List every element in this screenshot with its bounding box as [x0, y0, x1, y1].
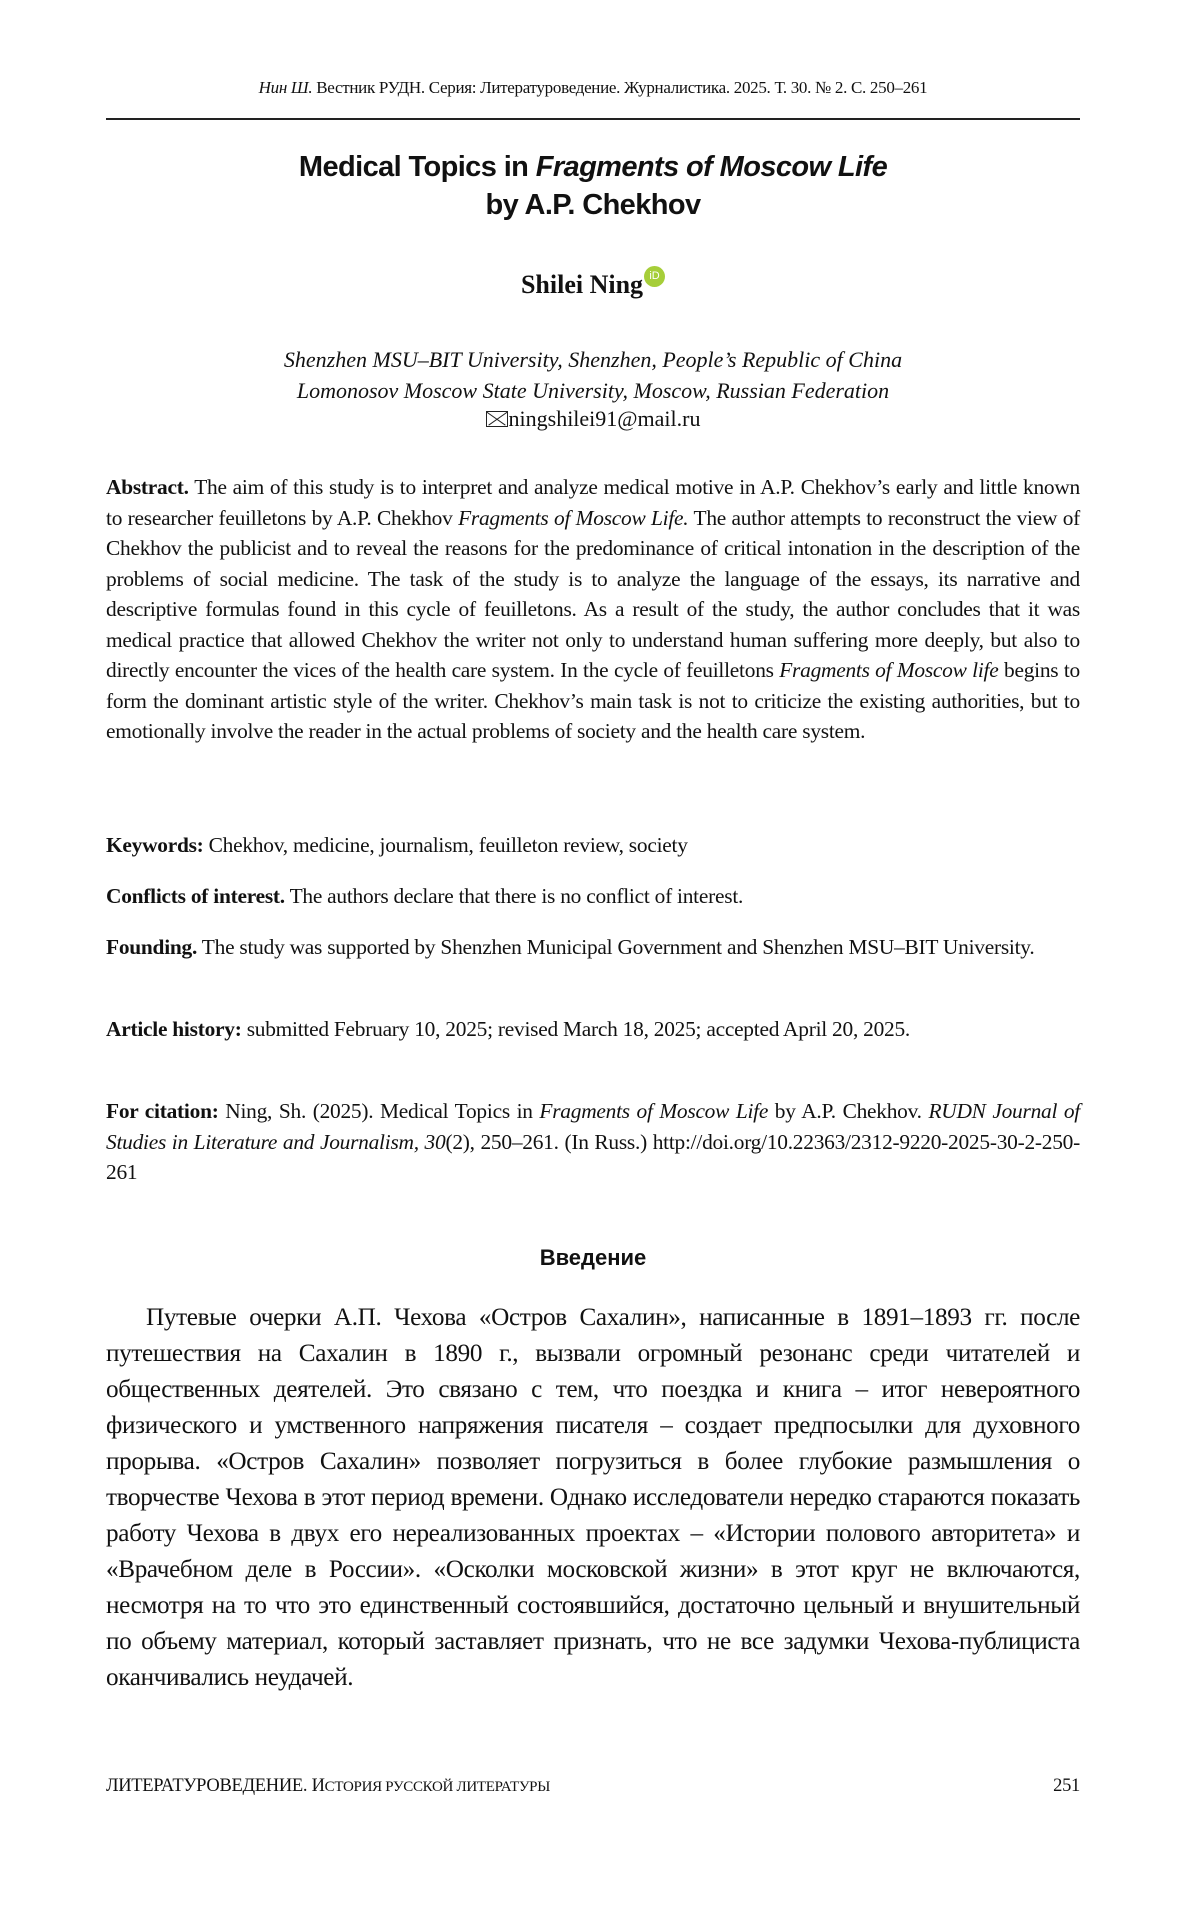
author-name: Shilei Ning: [521, 270, 643, 299]
abstract: [106, 472, 1080, 747]
running-header-journal: Вестник РУДН. Серия: Литературоведение. Журналистика. 2025. Т. 30. № 2. С. 250–261: [312, 78, 927, 97]
abstract-text: The aim of this study is to interpret and analyze medical motive in A.P. Chekhov’s early and little known to researcher feuilletons by A.P. Chekhov: [106, 475, 1080, 530]
affiliation: Shenzhen MSU–BIT University, Shenzhen, People’s Republic of China: [106, 344, 1080, 375]
founding: [106, 932, 1080, 963]
affiliation: Lomonosov Moscow State University, Moscow, Russian Federation: [106, 375, 1080, 406]
conflicts: [106, 881, 1080, 912]
title-italic: Fragments of Moscow Life: [536, 151, 887, 183]
body-paragraph: Путевые очерки А.П. Чехова «Остров Сахалин», написанные в 1891–1893 гг. после путешествия на Сахалин в 1890 г., вызвали огромный резонанс среди читателей и общественных деятелей. Это связано с тем, что поездка и книга – итог невероятного физического и умственного напряжения писателя – создает предпосылки для духовного прорыва. «Остров Сахалин» позволяет погру­зиться в более глубокие размышления о творчестве Чехова в этот период вре­мени. Однако исследователи нередко стараются показать работу Чехова в двух его нереализованных проектах – «Истории полового авторитета» и «Врачеб­ном деле в России». «Осколки московской жизни» в этот круг не включаются, несмотря на то что это единственный состоявшийся, достаточно цельный и внушительный по объему материал, который заставляет признать, что не все задумки Чехова-публициста оканчивались неудачей.: [106, 1300, 1080, 1696]
citation: [106, 1096, 1080, 1188]
header-rule: [106, 118, 1080, 120]
article-history: [106, 1014, 1080, 1045]
orcid-icon[interactable]: iD: [644, 266, 665, 287]
citation-doi[interactable]: (2), 250–261. (In Russ.) http://doi.org/10.22363/2312-9220-2025-30-2-250-261: [106, 1130, 1080, 1185]
keywords-text: Chekhov, medicine, journalism, feuilleton review, society: [204, 833, 688, 857]
footer-subsection-initial: И: [312, 1776, 325, 1796]
email: [106, 406, 1080, 432]
page-footer: [106, 1776, 1080, 1797]
citation-text: Ning, Sh. (2025). Medical Topics in: [219, 1099, 540, 1123]
citation-italic: Fragments of Moscow Life: [539, 1099, 768, 1123]
citation-italic: RUDN Journal of Studies in Literature and Journalism, 30: [106, 1099, 1080, 1154]
running-header-author: Нин Ш.: [259, 78, 313, 97]
page-number: 251: [1053, 1776, 1080, 1797]
history-label: Article history:: [106, 1017, 242, 1041]
email-address[interactable]: ningshilei91@mail.ru: [509, 406, 701, 431]
title-text: Medical Topics in: [299, 151, 536, 183]
article-title: [106, 148, 1080, 224]
keywords: [106, 830, 1080, 861]
affiliations: [106, 344, 1080, 406]
title-line2: by A.P. Chekhov: [106, 186, 1080, 224]
footer-subsection: СТОРИЯ РУССКОЙ ЛИТЕРАТУРЫ: [325, 1779, 550, 1795]
abstract-italic: Fragments of Moscow life: [779, 658, 998, 682]
keywords-label: Keywords:: [106, 833, 204, 857]
envelope-icon: [486, 411, 508, 427]
abstract-text: begins to form the dominant artistic style of the writer. Chekhov’s main task is not to criticize the existing authorities, but to emotionally involve the reader in the actual problems of society and the health care system.: [106, 658, 1080, 743]
citation-label: For citation:: [106, 1099, 219, 1123]
founding-text: The study was supported by Shenzhen Municipal Government and Shenzhen MSU–BIT University.: [197, 935, 1034, 959]
conflicts-text: The authors declare that there is no conflict of interest.: [285, 884, 743, 908]
footer-section: ЛИТЕРАТУРОВЕДЕНИЕ.: [106, 1776, 312, 1796]
history-text: submitted February 10, 2025; revised March 18, 2025; accepted April 20, 2025.: [242, 1017, 910, 1041]
citation-text: by A.P. Chekhov.: [768, 1099, 928, 1123]
author: [106, 270, 1080, 300]
conflicts-label: Conflicts of interest.: [106, 884, 285, 908]
founding-label: Founding.: [106, 935, 197, 959]
abstract-text: The author attempts to reconstruct the view of Chekhov the publicist and to reveal the reasons for the predominance of critical intonation in the description of the problems of social medicine. The task of the study is to analyze the language of the essays, its narrative and descriptive formulas found in this cycle of feuilletons. As a result of the study, the author concludes that it was medical practice that allowed Chekhov the writer not only to understand human suffering more deeply, but also to directly encounter the vices of the health care system. In the cycle of feuilletons: [106, 506, 1080, 683]
abstract-italic: Fragments of Moscow Life.: [458, 506, 688, 530]
section-heading: Введение: [106, 1245, 1080, 1271]
running-header: [106, 78, 1080, 98]
abstract-label: Abstract.: [106, 475, 189, 499]
